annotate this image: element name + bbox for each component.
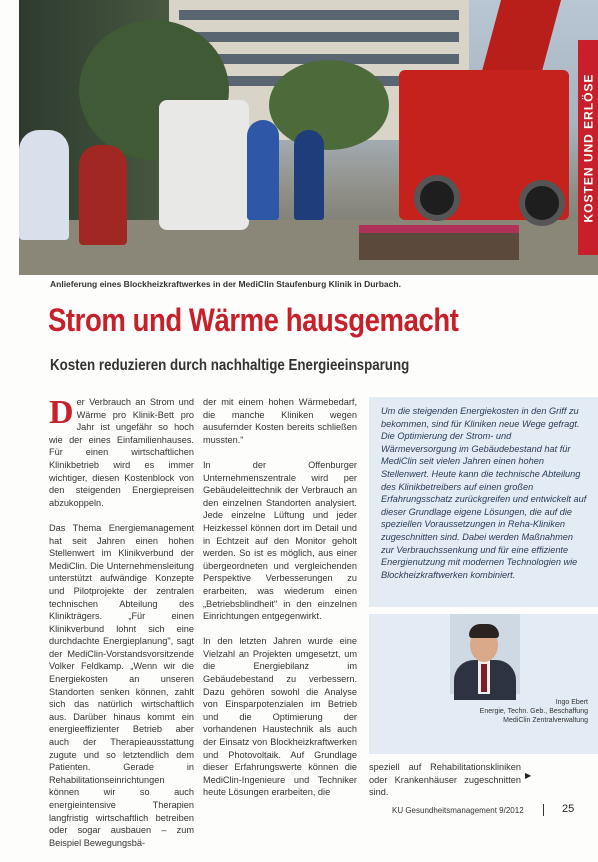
paragraph: In der Offenburger Unternehmenszentrale wird per Gebäudeleittechnik der Verbrauch an den einzelnen Standorten analysiert. Jede einzelne Lüftung und jeder Heizkessel können dort im Detail und in Echtzeit auf den Monitor geholt werden. So ist es möglich, aus einer übergeordneten und vergleichenden Perspektive Verbesserungen zu erarbeiten, was wiederum einen „Betriebsblindheit" in den einzelnen Einrichtungen entgegenwirkt. — [203, 459, 357, 622]
portrait-name: Ingo Ebert — [555, 699, 588, 706]
paragraph: Der Verbrauch an Strom und Wärme pro Klinik-Bett pro Jahr ist ungefähr so hoch wie der eines Einfamilienhauses. Für einen wirtschaftlichen Klinikbetrieb wird es immer wichtiger, diesen Kostenblock von den steigenden Energiepreisen abzukoppeln. — [49, 394, 194, 508]
section-tab — [578, 40, 598, 255]
footer-divider — [543, 804, 544, 816]
article-title: Strom und Wärme hausgemacht — [48, 302, 459, 338]
portrait-photo — [450, 614, 520, 694]
header-photo — [19, 0, 598, 275]
paragraph: Das Thema Energiemanagement hat seit Jahren einen hohen Stellenwert im Klinikverbund der MediClin. Die Unternehmensleitung unterstützt aufwändige Konzepte und Pilotprojekte der zentralen technischen Abteilung des Klinikträgers. „Für einen Klinikverbund lohnt sich eine durchdachte Energieplanung", sagt der MediClin-Vorstandsvorsitzende Volker Feldkamp. „Wenn wir die Energiekosten an unseren Standorten senken können, zahlt sich das natürlich wirtschaftlich aus. Darüber hinaus kommt ein energieeffizienter Betrieb aber auch der Therapieausstattung zugute und so letztendlich dem Patienten. Gerade in Rehabilitationseinrichtungen können wir so auch energieintensive Therapien langfristig wirtschaftlich betreiben oder sogar ausbauen – zum Beispiel Bewegungsbä- — [49, 522, 194, 848]
drop-cap: D — [49, 394, 74, 431]
teaser-box: Um die steigenden Energiekosten in den Griff zu bekommen, sind für Kliniken neue Wege gefragt. Die Optimierung der Strom- und Wärmeversorgung im Gebäudebestand hat für MediClin seit vielen Jahren einen hohen Stellenwert. Heute kann die technische Abteilung des Klinikbetreibers auf einen großen Erfahrungsschatz zurückgreifen und entwickelt auf dieser Grundlage eigene Lösungen, die auf die speziellen Voraussetzungen in Reha-Kliniken zugeschnitten sind. Dabei werden Maßnahmen zur Verbrauchssenkung und für eine effiziente Energienutzung mit modernen Technologien wie Blockheizkraftwerken kombiniert. — [369, 397, 598, 607]
portrait-department: MediClin Zentralverwaltung — [503, 717, 588, 724]
text-column-2 — [203, 396, 357, 812]
footer-publication: KU Gesundheitsmanagement 9/2012 — [392, 806, 524, 815]
continue-arrow-icon: ▶ — [525, 771, 532, 780]
section-tab-label: KOSTEN UND ERLÖSE — [581, 72, 596, 223]
photo-caption: Anlieferung eines Blockheizkraftwerkes in der MediClin Staufenburg Klinik in Durbach. — [50, 279, 401, 289]
paragraph: In den letzten Jahren wurde eine Vielzahl an Projekten umgesetzt, um die Energiebilanz im Gebäudebestand zu verbessern. Dazu gehören sowohl die Analyse von Einsparpotenzialen im Betrieb und die Optimierung der vorhandenen Haustechnik als auch der Einsatz von Blockheizkraftwerken und Photovoltaik. Auf Grundlage dieser Erfahrungswerte können die MediClin-Ingenieure und Techniker heute Lösungen erarbeiten, die — [203, 636, 357, 798]
paragraph: der mit einem hohen Wärmebedarf, die manche Kliniken wegen ausufernder Kosten bereits schließen mussten." — [203, 397, 357, 445]
page-number: 25 — [562, 803, 575, 815]
text-column-1 — [49, 396, 194, 862]
portrait-role: Energie, Techn. Geb., Beschaffung — [479, 708, 588, 715]
text-column-3: speziell auf Rehabilitationskliniken oder Krankenhäuser zugeschnitten sind. — [369, 762, 521, 798]
article-subtitle: Kosten reduzieren durch nachhaltige Energieeinsparung — [50, 357, 410, 374]
